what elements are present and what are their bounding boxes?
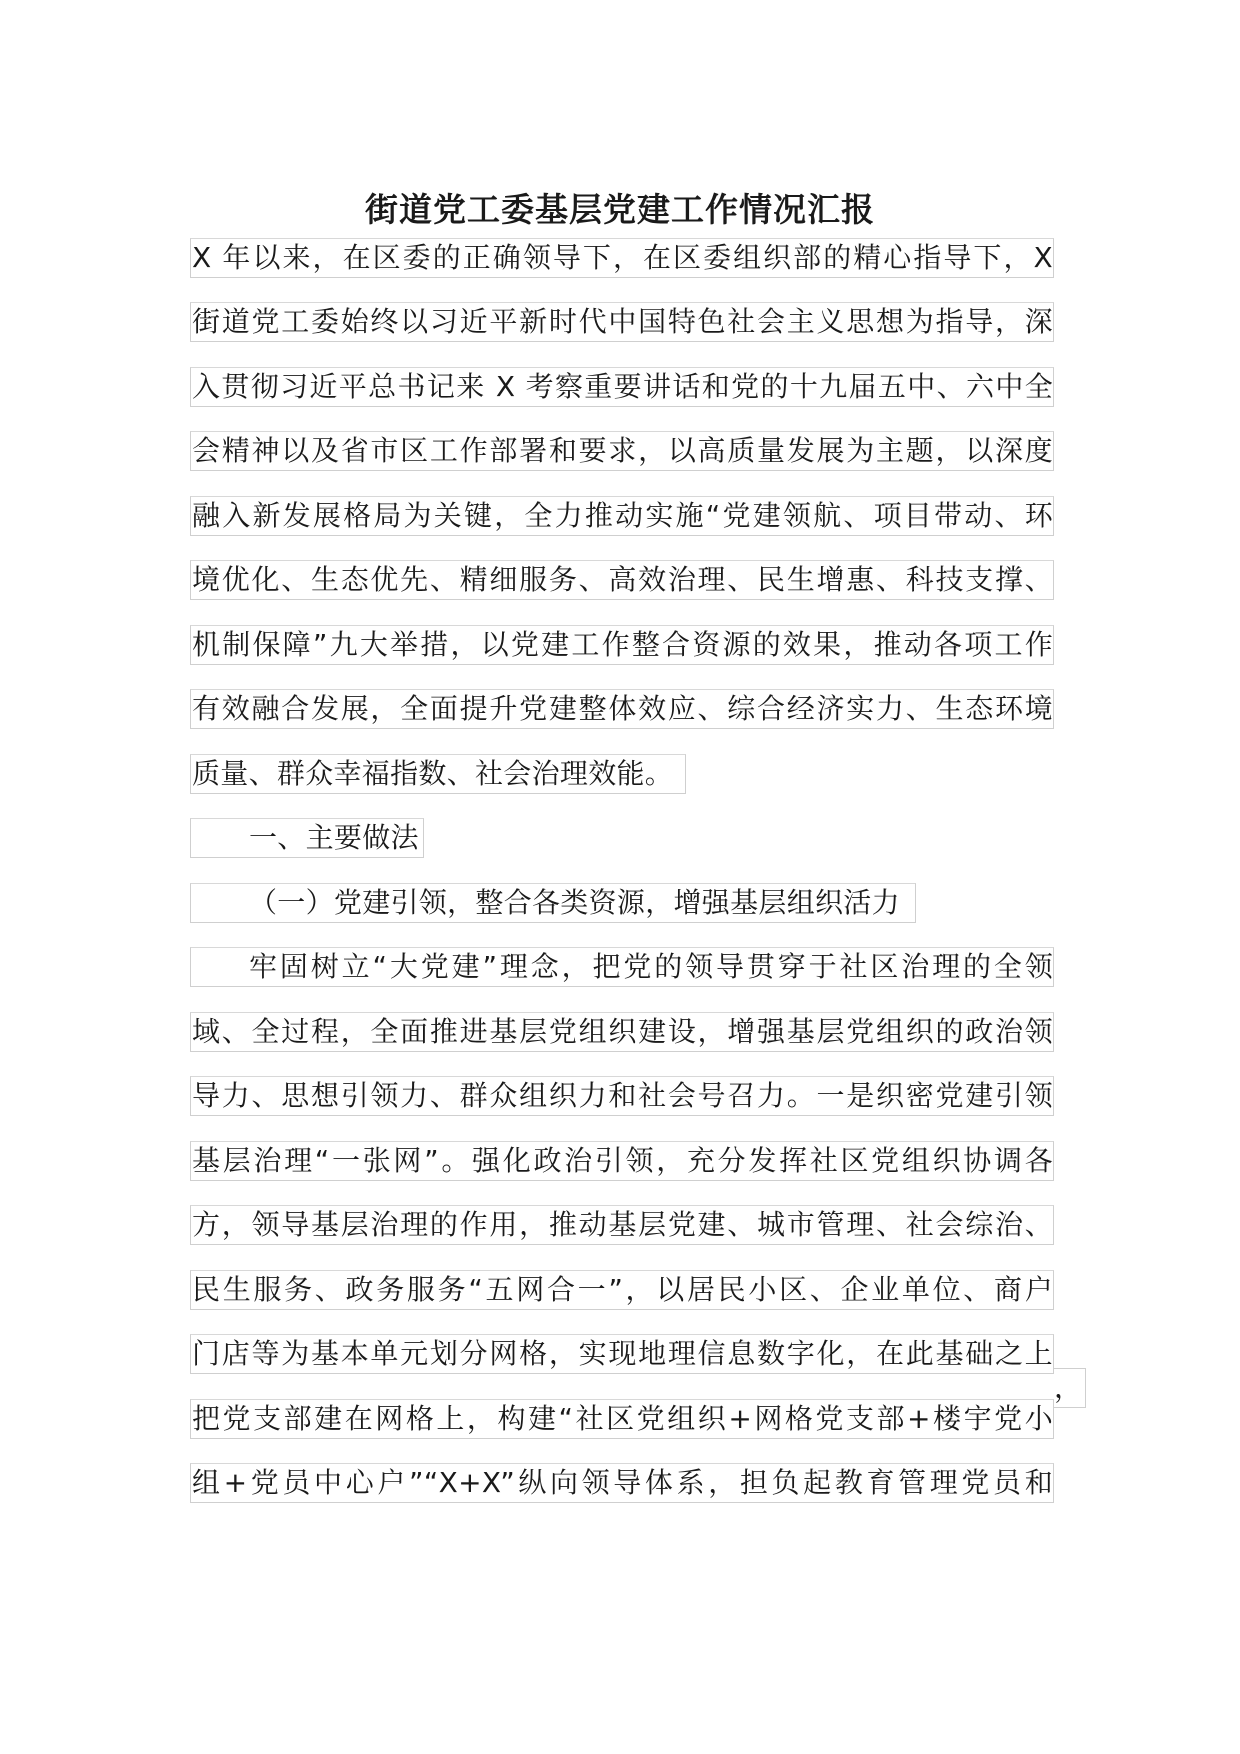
overflow-punctuation: ， <box>1054 1368 1086 1408</box>
paragraph-line: 入贯彻习近平总书记来 X 考察重要讲话和党的十九届五中、六中全 <box>190 367 1054 407</box>
paragraph-line: 导力、思想引领力、群众组织力和社会号召力。一是织密党建引领 <box>190 1076 1054 1116</box>
paragraph-line: 机制保障”九大举措，以党建工作整合资源的效果，推动各项工作 <box>190 625 1054 665</box>
paragraph-line-first: 牢固树立“大党建”理念，把党的领导贯穿于社区治理的全领 <box>190 947 1054 987</box>
paragraph-line: 境优化、生态优先、精细服务、高效治理、民生增惠、科技支撑、 <box>190 560 1054 600</box>
paragraph-line: 融入新发展格局为关键，全力推动实施“党建领航、项目带动、环 <box>190 496 1054 536</box>
document-title: 街道党工委基层党建工作情况汇报 <box>365 190 875 229</box>
subsection-heading: （一）党建引领，整合各类资源，增强基层组织活力 <box>190 883 916 923</box>
paragraph-line: 街道党工委始终以习近平新时代中国特色社会主义思想为指导，深 <box>190 302 1054 342</box>
paragraph-line: 会精神以及省市区工作部署和要求，以高质量发展为主题，以深度 <box>190 431 1054 471</box>
paragraph-line: 门店等为基本单元划分网格，实现地理信息数字化，在此基础之上 <box>190 1334 1054 1374</box>
paragraph-line-last: 质量、群众幸福指数、社会治理效能。 <box>190 754 686 794</box>
paragraph-line: 把党支部建在网格上，构建“社区党组织+网格党支部+楼宇党小 <box>190 1399 1054 1439</box>
paragraph-line: X 年以来，在区委的正确领导下，在区委组织部的精心指导下，X <box>190 238 1054 278</box>
paragraph-line: 民生服务、政务服务“五网合一”，以居民小区、企业单位、商户 <box>190 1270 1054 1310</box>
paragraph-line: 基层治理“一张网”。强化政治引领，充分发挥社区党组织协调各 <box>190 1141 1054 1181</box>
paragraph-line: 域、全过程，全面推进基层党组织建设，增强基层党组织的政治领 <box>190 1012 1054 1052</box>
paragraph-line: 组+党员中心户”“X+X”纵向领导体系，担负起教育管理党员和 <box>190 1463 1054 1503</box>
section-heading: 一、主要做法 <box>190 818 424 858</box>
paragraph-line: 有效融合发展，全面提升党建整体效应、综合经济实力、生态环境 <box>190 689 1054 729</box>
paragraph-line: 方，领导基层治理的作用，推动基层党建、城市管理、社会综治、 <box>190 1205 1054 1245</box>
